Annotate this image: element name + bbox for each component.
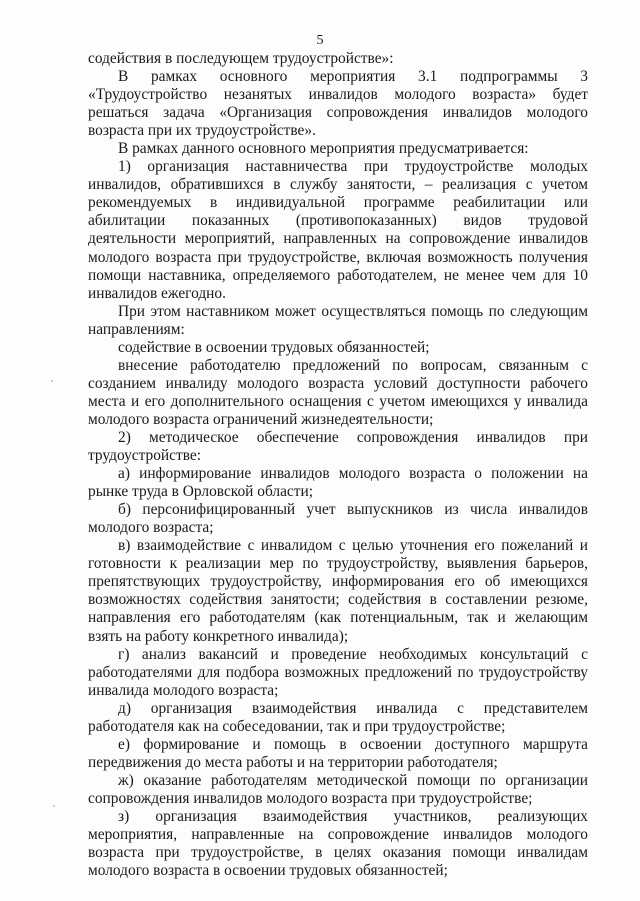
paragraph-item-2-methodical: 2) методическое обеспечение сопровождения инвалидов при трудоустройстве: [88,428,588,465]
scan-speck [51,380,53,382]
paragraph-item-e: е) формирование и помощь в освоении доступного маршрута передвижения до места работы и на территории работодателя; [88,735,588,771]
page-number: 5 [316,33,324,48]
paragraph-item-b: б) персонифицированный учет выпускников из числа инвалидов молодого возраста; [88,501,588,537]
paragraph-item-z: з) организация взаимодействия участников, реализующих мероприятия, направленные на сопровождение инвалидов молодого возраста при трудоустройстве, в целях оказания помощи инвалидам молодого возраста в освоении трудовых обязанностей; [88,807,588,880]
paragraph-item-v: в) взаимодействие с инвалидом с целью уточнения его пожеланий и готовности к реализации мер по трудоустройству, выявления барьеров, препятствующих трудоустройству, информирования его об имеющихся возможностях содействия занятости; содействия в составлении резюме, направления его работодателям (как потенциальным, так и желающим взять на работу конкретного инвалида); [88,537,588,645]
paragraph-item-g: г) анализ вакансий и проведение необходимых консультаций с работодателями для подбора возможных предложений по трудоустройству инвалида молодого возраста; [88,645,588,699]
paragraph-continuation: содействия в последующем трудоустройстве»: [88,50,394,67]
paragraph-item-1-mentoring: 1) организация наставничества при трудоустройстве молодых инвалидов, обратившихся в службу занятости, – реализация с учетом рекомендуемых в индивидуальной программе реабилитации или абилитации показанных (противопоказанных) видов трудовой деятельности мероприятий, направленных на сопровождение инвалидов молодого возраста при трудоустройстве, включая возможность получения помощи наставника, определяемого работодателем, не менее чем для 10 инвалидов ежегодно. [88,158,588,302]
document-body [88,50,588,880]
paragraph-subprogram-task: В рамках основного мероприятия 3.1 подпрограммы 3 «Трудоустройство незанятых инвалидов молодого возраста» будет решаться задача «Организация сопровождения инвалидов молодого возраста при их трудоустройстве». [88,68,588,140]
paragraph-measures-intro: В рамках данного основного мероприятия предусматривается: [118,140,529,158]
paragraph-item-d: д) организация взаимодействия инвалида с представителем работодателя как на собеседовании, так и при трудоустройстве; [88,699,588,735]
paragraph-item-zh: ж) оказание работодателям методической помощи по организации сопровождения инвалидов молодого возраста при трудоустройстве; [88,771,588,807]
paragraph-direction-proposals: внесение работодателю предложений по вопросам, связанным с созданием инвалиду молодого возраста условий доступности рабочего места и его дополнительного оснащения с учетом имеющихся у инвалида молодого возраста ограничений жизнедеятельности; [88,356,588,428]
paragraph-mentor-directions: При этом наставником может осуществляться помощь по следующим направлениям: [88,302,588,338]
paragraph-direction-duties: содействие в освоении трудовых обязанностей; [118,338,430,356]
scan-speck [53,805,55,807]
paragraph-item-a: а) информирование инвалидов молодого возраста о положении на рынке труда в Орловской области; [88,465,588,501]
